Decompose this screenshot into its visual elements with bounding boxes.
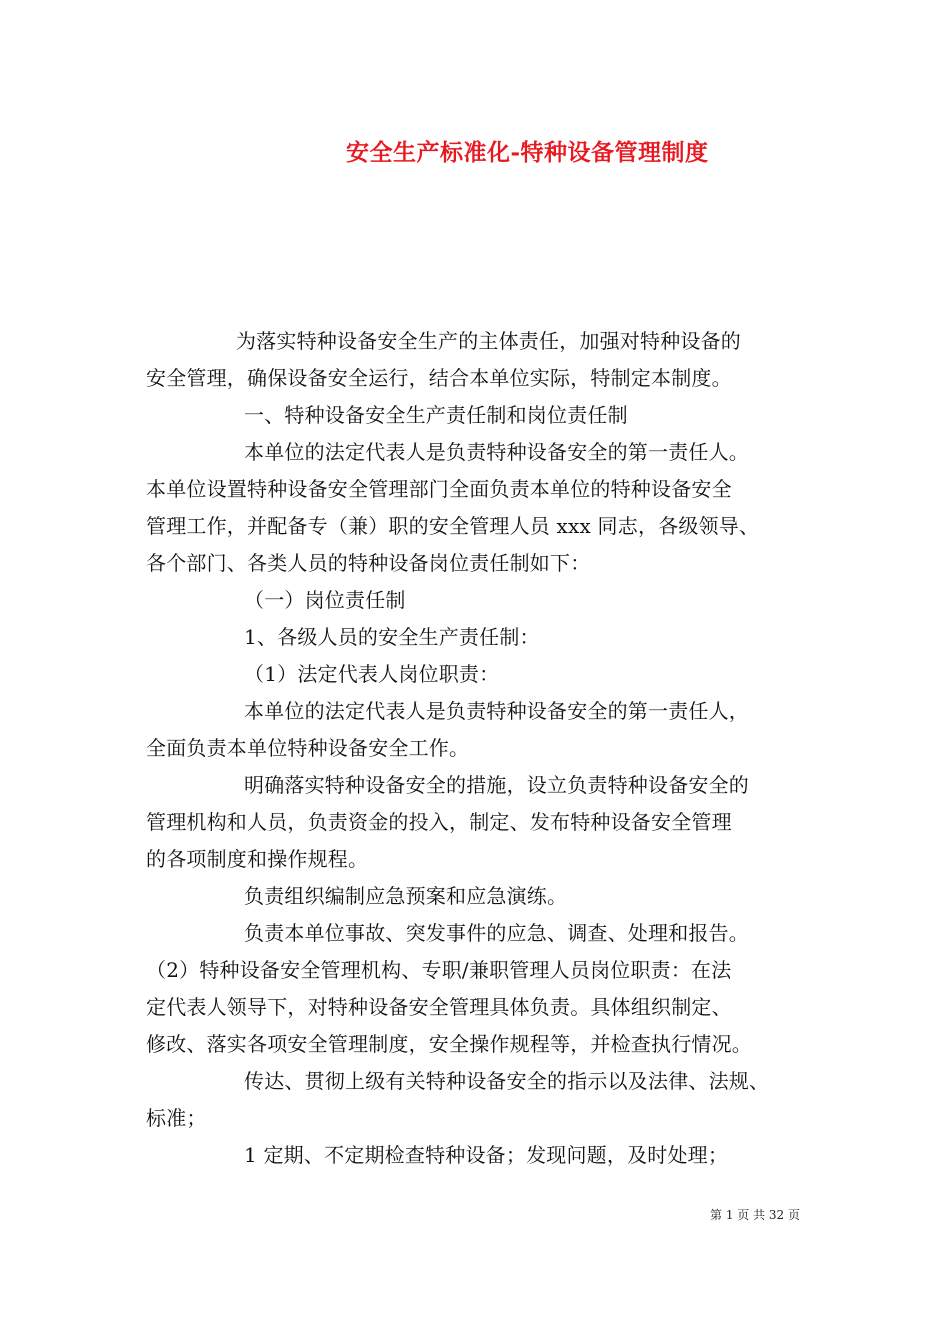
paragraph-line: 1、各级人员的安全生产责任制：: [244, 625, 540, 649]
paragraph-line: 安全管理，确保设备安全运行，结合本单位实际，特制定本制度。: [146, 366, 732, 390]
paragraph-line: 本单位的法定代表人是负责特种设备安全的第一责任人。: [244, 440, 749, 464]
paragraph-line: 本单位的法定代表人是负责特种设备安全的第一责任人，: [244, 699, 749, 723]
page-number: 第 1 页 共 32 页: [710, 1208, 800, 1222]
paragraph-line: 管理工作，并配备专（兼）职的安全管理人员 xxx 同志，各级领导、: [146, 514, 760, 538]
section-heading: 一、特种设备安全生产责任制和岗位责任制: [244, 403, 628, 427]
paragraph-line: 管理机构和人员，负责资金的投入，制定、发布特种设备安全管理: [146, 810, 732, 834]
paragraph-line: 明确落实特种设备安全的措施，设立负责特种设备安全的: [244, 773, 749, 797]
subsection-heading: （一）岗位责任制: [244, 588, 406, 612]
paragraph-line: 传达、贯彻上级有关特种设备安全的指示以及法律、法规、: [244, 1069, 770, 1093]
paragraph-line: 负责本单位事故、突发事件的应急、调查、处理和报告。: [244, 921, 749, 945]
paragraph-line: 定代表人领导下，对特种设备安全管理具体负责。具体组织制定、: [146, 995, 732, 1019]
paragraph-line: 本单位设置特种设备安全管理部门全面负责本单位的特种设备安全: [146, 477, 732, 501]
paragraph-line: 标准；: [146, 1106, 207, 1130]
paragraph-line: （1）法定代表人岗位职责：: [244, 662, 500, 686]
paragraph-line: 1 定期、不定期检查特种设备；发现问题，及时处理；: [244, 1143, 729, 1167]
paragraph-line: （2）特种设备安全管理机构、专职/兼职管理人员岗位职责：在法: [146, 958, 732, 982]
document-title: 安全生产标准化-特种设备管理制度: [346, 139, 709, 166]
paragraph-line: 负责组织编制应急预案和应急演练。: [244, 884, 568, 908]
paragraph-line: 为落实特种设备安全生产的主体责任，加强对特种设备的: [236, 329, 741, 353]
paragraph-line: 修改、落实各项安全管理制度，安全操作规程等，并检查执行情况。: [146, 1032, 752, 1056]
paragraph-line: 各个部门、各类人员的特种设备岗位责任制如下：: [146, 551, 591, 575]
paragraph-line: 全面负责本单位特种设备安全工作。: [146, 736, 470, 760]
paragraph-line: 的各项制度和操作规程。: [146, 847, 369, 871]
